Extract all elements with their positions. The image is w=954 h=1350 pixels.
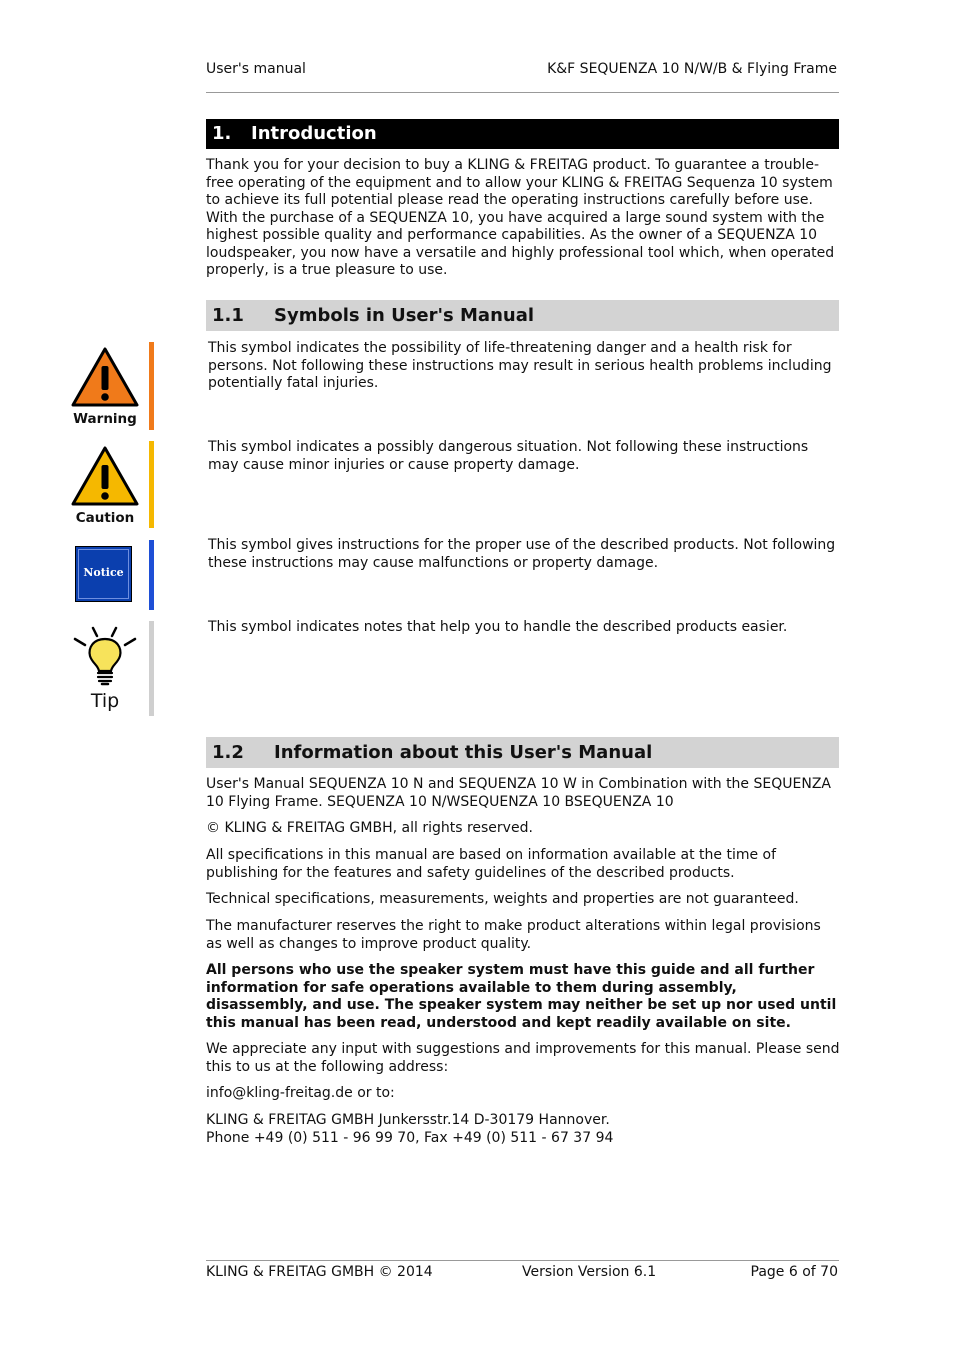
footer-rule xyxy=(206,1260,839,1261)
notice-text: This symbol gives instructions for the proper use of the described products. Not following these instructions may cause malfunctions or property damage. xyxy=(208,537,836,571)
info-paragraph-3: All specifications in this manual are based on information available at the time of publishing for the features and safety guidelines of the described products. xyxy=(206,847,777,881)
caution-text: This symbol indicates a possibly dangerous situation. Not following these instructions may cause minor injuries or cause property damage. xyxy=(208,439,809,473)
tip-bar xyxy=(149,621,154,716)
footer-version: Version Version 6.1 xyxy=(522,1264,657,1280)
section-number: 1.2 xyxy=(212,742,244,763)
caution-bar xyxy=(149,441,154,528)
info-paragraph-5: The manufacturer reserves the right to make product alterations within legal provisions as well as changes to improve product quality. xyxy=(206,918,821,952)
intro-paragraph: Thank you for your decision to buy a KLING & FREITAG product. To guarantee a trouble-free operating of the equipment and to allow your KLING & FREITAG Sequenza 10 system to achieve its full potential please read the operating instructions carefully before use. With the purchase of a SEQUENZA 10, you have acquired a large sound system with the highest possible quality and performance capabilities. As the owner of a SEQUENZA 10 loudspeaker, you now have a versatile and highly professional tool which, when operated properly, is a true pleasure to use. xyxy=(206,157,835,278)
info-address-line-2: Phone +49 (0) 511 - 96 99 70, Fax +49 (0) 511 - 67 37 94 xyxy=(206,1130,614,1146)
section-number: 1. xyxy=(212,123,232,144)
section-1-1-heading xyxy=(206,300,839,331)
info-paragraph-4: Technical specifications, measurements, weights and properties are not guaranteed. xyxy=(206,891,799,907)
section-1-2-heading xyxy=(206,737,839,768)
section-title: Information about this User's Manual xyxy=(274,742,653,763)
header-rule xyxy=(206,92,839,93)
section-title: Symbols in User's Manual xyxy=(274,305,535,326)
notice-icon xyxy=(75,546,132,602)
info-paragraph-2: © KLING & FREITAG GMBH, all rights reserved. xyxy=(206,820,533,836)
caution-icon xyxy=(70,445,140,507)
info-paragraph-7: We appreciate any input with suggestions and improvements for this manual. Please send this to us at the following address: xyxy=(206,1041,840,1075)
notice-bar xyxy=(149,540,154,610)
info-paragraph-8: info@kling-freitag.de or to: xyxy=(206,1085,395,1101)
warning-icon xyxy=(70,346,140,408)
section-title: Introduction xyxy=(251,123,377,144)
header-left: User's manual xyxy=(206,61,306,77)
info-address-line-1: KLING & FREITAG GMBH Junkersstr.14 D-30179 Hannover. xyxy=(206,1112,610,1128)
lightbulb-icon xyxy=(72,625,138,687)
info-paragraph-1: User's Manual SEQUENZA 10 N and SEQUENZA 10 W in Combination with the SEQUENZA 10 Flying Frame. SEQUENZA 10 N/WSEQUENZA 10 BSEQUENZA 10 xyxy=(206,776,831,810)
warning-bar xyxy=(149,342,154,430)
footer-page-number: Page 6 of 70 xyxy=(750,1264,838,1280)
warning-label: Warning xyxy=(73,411,137,427)
footer-left: KLING & FREITAG GMBH © 2014 xyxy=(206,1264,433,1280)
info-paragraph-6: All persons who use the speaker system must have this guide and all further information for safe operations available to them during assembly, disassembly, and use. The speaker system may neither be set up nor used until this manual has been read, understood and kept readily available on site. xyxy=(206,962,837,1031)
tip-text: This symbol indicates notes that help you to handle the described products easier. xyxy=(208,619,788,635)
notice-label: Notice xyxy=(83,566,124,579)
section-1-heading xyxy=(206,119,839,149)
tip-label: Tip xyxy=(90,690,120,712)
caution-label: Caution xyxy=(75,510,135,526)
section-number: 1.1 xyxy=(212,305,244,326)
warning-text: This symbol indicates the possibility of life-threatening danger and a health risk for persons. Not following these instructions may result in serious health problems including potentially fatal injuries. xyxy=(208,340,832,391)
header-right: K&F SEQUENZA 10 N/W/B & Flying Frame xyxy=(547,61,837,77)
